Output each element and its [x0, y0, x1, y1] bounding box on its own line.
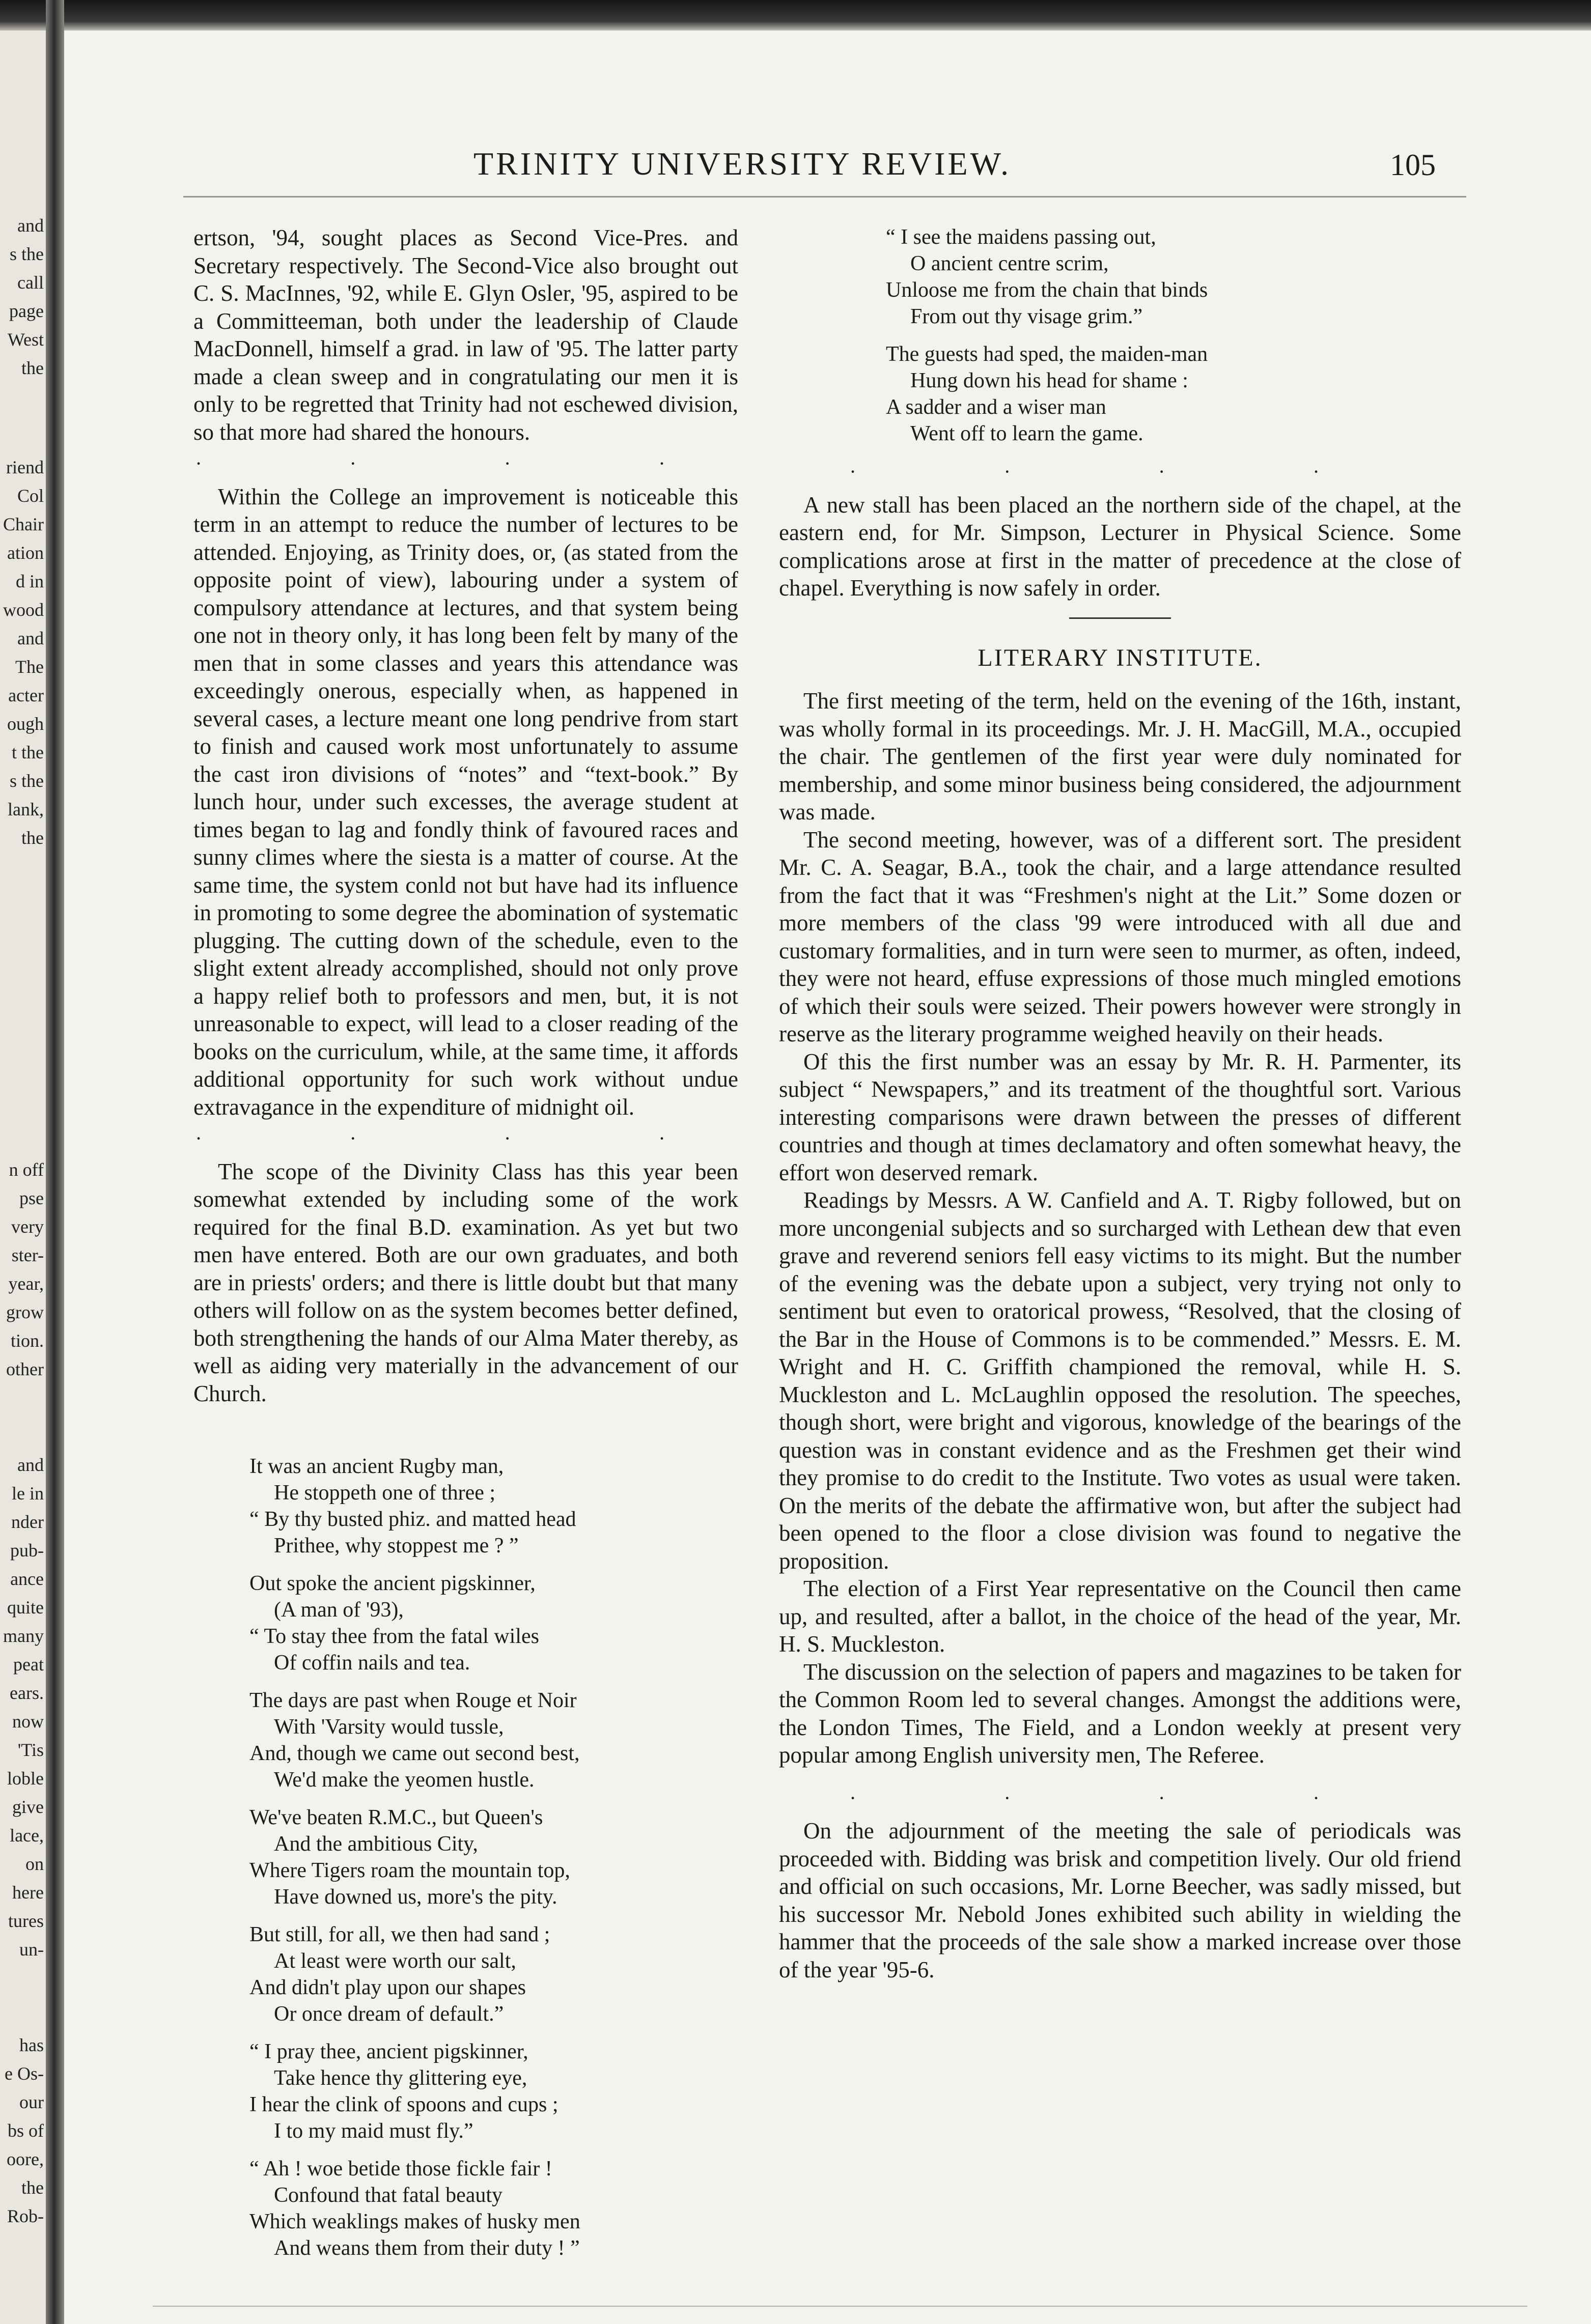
margin-fragment: riend Col Chair ation d in wood and The acter ough t the s the lank, the	[3, 457, 44, 848]
verse-line: “ I see the maidens passing out,	[886, 225, 1156, 249]
verse-line: Unloose me from the chain that binds	[886, 278, 1208, 302]
verse-line: And, though we came out second best,	[249, 1742, 580, 1765]
verse-line: It was an ancient Rugby man,	[249, 1455, 504, 1478]
verse-line: I to my maid must fly.”	[274, 2119, 473, 2143]
verse-line: Where Tigers roam the mountain top,	[249, 1859, 570, 1882]
left-column	[193, 224, 738, 2273]
verse-line: We'd make the yeomen hustle.	[274, 1768, 535, 1792]
stanza	[249, 1687, 738, 1793]
stanza	[886, 224, 1461, 330]
paragraph: ertson, '94, sought places as Second Vice-Pres. and Secretary respectively. The Second-Vice also brought out C. S. MacInnes, '92, while E. Glyn Osler, '95, aspired to be a Committeeman, both under the leadership of Claude MacDonnell, himself a grad. in law of '95. The latter party made a clean sweep and in congratulating our men it is only to be regretted that Trinity had not eschewed division, so that more had shared the honours.	[193, 225, 738, 445]
verse-line: “ By thy busted phiz. and matted head	[249, 1508, 576, 1531]
verse-line: (A man of '93),	[274, 1598, 404, 1622]
verse-line: I hear the clink of spoons and cups ;	[249, 2093, 559, 2116]
section-ornament: · · · ·	[849, 1786, 1391, 1809]
stanza	[886, 341, 1461, 447]
paragraph: Within the College an improvement is noticeable this term in an attempt to reduce the number of lectures to be attended. Enjoying, as Trinity does, or, (as stated from the opposite point of view), labouring under a system of compulsory attendance at lectures, and that system being one not in theory only, it has long been felt by many of the men that in some classes and years this attendance was exceedingly onerous, especially when, as happened in several cases, a lecture meant one long pendrive from start to finish and caused work most unfortunately to assume the cast iron divisions of “notes” and “text-book.” By lunch hour, under such excesses, the average student at times began to lag and fondly think of favoured races and sunny climes where the siesta is a matter of course. At the same time, the system conld not but have had its influence in promoting to some degree the abomination of systematic plugging. The cutting down of the schedule, even to the slight extent already accomplished, should not only prove a happy relief both to professors and men, but, it is not unreasonable to expect, will lead to a closer reading of the books on the curriculum, while, at the same time, it affords additional opportunity for such work without undue extravagance in the expenditure of midnight oil.	[193, 484, 738, 1120]
verse-line: And weans them from their duty ! ”	[274, 2236, 580, 2260]
section-title: LITERARY INSTITUTE.	[978, 644, 1263, 671]
stanza	[249, 1453, 738, 1559]
verse-line: “ Ah ! woe betide those fickle fair !	[249, 2157, 552, 2180]
stanza	[249, 1804, 738, 1910]
verse-line: Prithee, why stoppest me ? ”	[274, 1534, 519, 1557]
right-column	[779, 224, 1461, 1983]
facing-page-strip	[0, 31, 46, 2324]
verse-line: With 'Varsity would tussle,	[274, 1715, 504, 1739]
verse-line: The days are past when Rouge et Noir	[249, 1689, 577, 1712]
section-ornament: · · · ·	[849, 460, 1391, 483]
page-number: 105	[1390, 148, 1436, 182]
paragraph: On the adjournment of the meeting the sale of periodicals was proceeded with. Bidding was brisk and competition lively. Our old friend and official on such occasions, Mr. Lorne Beecher, was sadly missed, but his successor Mr. Nebold Jones exhibited such ability in wielding the hammer that the proceeds of the sale show a marked increase over those of the year '95-6.	[779, 1818, 1461, 1982]
paragraph: The second meeting, however, was of a different sort. The president Mr. C. A. Seagar, B.A., took the chair, and a large attendance resulted from the fact that it was “Freshmen's night at the Lit.” Some dozen or more members of the class '99 were introduced with all due and customary formalities, and in turn were seen to murmer, as often, indeed, they were not heard, effuse expressions of those much mingled emotions of which their souls were seized. Their powers however were strongly in reserve as the literary programme weighed heavily on their heads.	[779, 827, 1461, 1046]
verse-line: And didn't play upon our shapes	[249, 1976, 526, 1999]
section-ornament: · · · ·	[195, 452, 737, 475]
header-rule	[183, 196, 1466, 197]
stanza	[249, 1921, 738, 2027]
paragraph: The election of a First Year representative on the Council then came up, and resulted, after a ballot, in the choice of the head of the year, Mr. H. S. Muckleston.	[779, 1576, 1461, 1657]
verse-line: O ancient centre scrim,	[910, 252, 1109, 275]
verse-line: Confound that fatal beauty	[274, 2184, 503, 2207]
verse-line: “ To stay thee from the fatal wiles	[249, 1625, 539, 1648]
verse-line: From out thy visage grim.”	[910, 305, 1143, 328]
verse-line: Out spoke the ancient pigskinner,	[249, 1572, 536, 1595]
margin-fragment: n off pse very ster- year, grow tion. other	[6, 1159, 44, 1379]
stanza	[249, 1570, 738, 1676]
rugby-poem-continued	[779, 224, 1461, 447]
verse-line: “ I pray thee, ancient pigskinner,	[249, 2040, 528, 2063]
verse-line: We've beaten R.M.C., but Queen's	[249, 1806, 543, 1829]
stanza	[249, 2156, 738, 2261]
section-ornament: · · · ·	[195, 1127, 737, 1150]
verse-line: The guests had sped, the maiden-man	[886, 343, 1208, 366]
margin-fragment: and s the call page West the	[7, 215, 44, 378]
book-gutter	[46, 0, 64, 2324]
verse-line: A sadder and a wiser man	[886, 395, 1106, 419]
verse-line: Have downed us, more's the pity.	[274, 1885, 557, 1909]
verse-line: He stoppeth one of three ;	[274, 1481, 496, 1505]
paragraph: The scope of the Divinity Class has this year been somewhat extended by including some of the work required for the final B.D. examination. As yet but two men have entered. Both are our own graduates, and both are in priests' orders; and there is little doubt but that many others will follow on as the system becomes better defined, both strengthening the hands of our Alma Mater thereby, as well as aiding very materially in the advancement of our Church.	[193, 1158, 738, 1406]
running-head: TRINITY UNIVERSITY REVIEW.	[473, 146, 1012, 182]
verse-line: At least were worth our salt,	[274, 1949, 516, 1973]
paragraph: The discussion on the selection of papers and magazines to be taken for the Common Room led to several changes. Amongst the additions were, the London Times, The Field, and a London weekly at present very popular among English university men, The Referee.	[779, 1659, 1461, 1768]
verse-line: And the ambitious City,	[274, 1832, 478, 1856]
paragraph: Of this the first number was an essay by Mr. R. H. Parmenter, its subject “ Newspapers,” and its treatment of the thoughtful sort. Various interesting comparisons were drawn between the presses of different countries and though at times declamatory and often somewhat heavy, the effort won deserved remark.	[779, 1048, 1461, 1185]
stanza	[249, 2038, 738, 2144]
margin-fragment: and le in nder pub- ance quite many peat ears. now 'Tis loble give lace, on here tures un-	[3, 1455, 44, 1960]
rugby-poem	[193, 1453, 738, 2261]
paragraph: The first meeting of the term, held on the evening of the 16th, instant, was wholly formal in its proceedings. Mr. J. H. MacGill, M.A., occupied the chair. The gentlemen of the first year were duly nominated for membership, and some minor business being considered, the adjournment was made.	[779, 688, 1461, 825]
verse-line: Hung down his head for shame :	[910, 369, 1188, 392]
scan-top-edge	[0, 0, 1591, 31]
margin-fragment: has e Os- our bs of oore, the Rob-	[5, 2035, 44, 2226]
verse-line: Which weaklings makes of husky men	[249, 2210, 580, 2233]
verse-line: Take hence thy glittering eye,	[274, 2066, 527, 2090]
verse-line: Of coffin nails and tea.	[274, 1651, 470, 1675]
paragraph: Readings by Messrs. A W. Canfield and A. T. Rigby followed, but on more uncongenial subjects and so surcharged with Lethean dew that even grave and reverend seniors fell easy victims to its might. But the number of the evening was the debate upon a subject, very trying not only to sentiment but even to oratorical prowess, “Resolved, that the closing of the Bar in the House of Commons is to be commended.” Messrs. E. M. Wright and H. C. Griffith championed the removal, while H. S. Muckleston and L. McLaughlin opposed the resolution. The speeches, though short, were bright and vigorous, knowledge of the bearings of the question was in constant evidence and as the Freshmen get their wind they promise to do credit to the Institute. Two votes as usual were taken. On the merits of the debate the affirmative won, but after the subject had been opened to the floor a close division was found to negative the proposition.	[779, 1187, 1461, 1574]
verse-line: Or once dream of default.”	[274, 2002, 504, 2026]
verse-line: Went off to learn the game.	[910, 422, 1143, 445]
verse-line: But still, for all, we then had sand ;	[249, 1923, 550, 1946]
section-divider	[1069, 617, 1171, 619]
page-bottom-edge	[153, 2306, 1527, 2307]
paragraph: A new stall has been placed an the northern side of the chapel, at the eastern end, for Mr. Simpson, Lecturer in Physical Science. Some complications arose at first in the matter of precedence at the close of chapel. Everything is now safely in order.	[779, 492, 1461, 601]
